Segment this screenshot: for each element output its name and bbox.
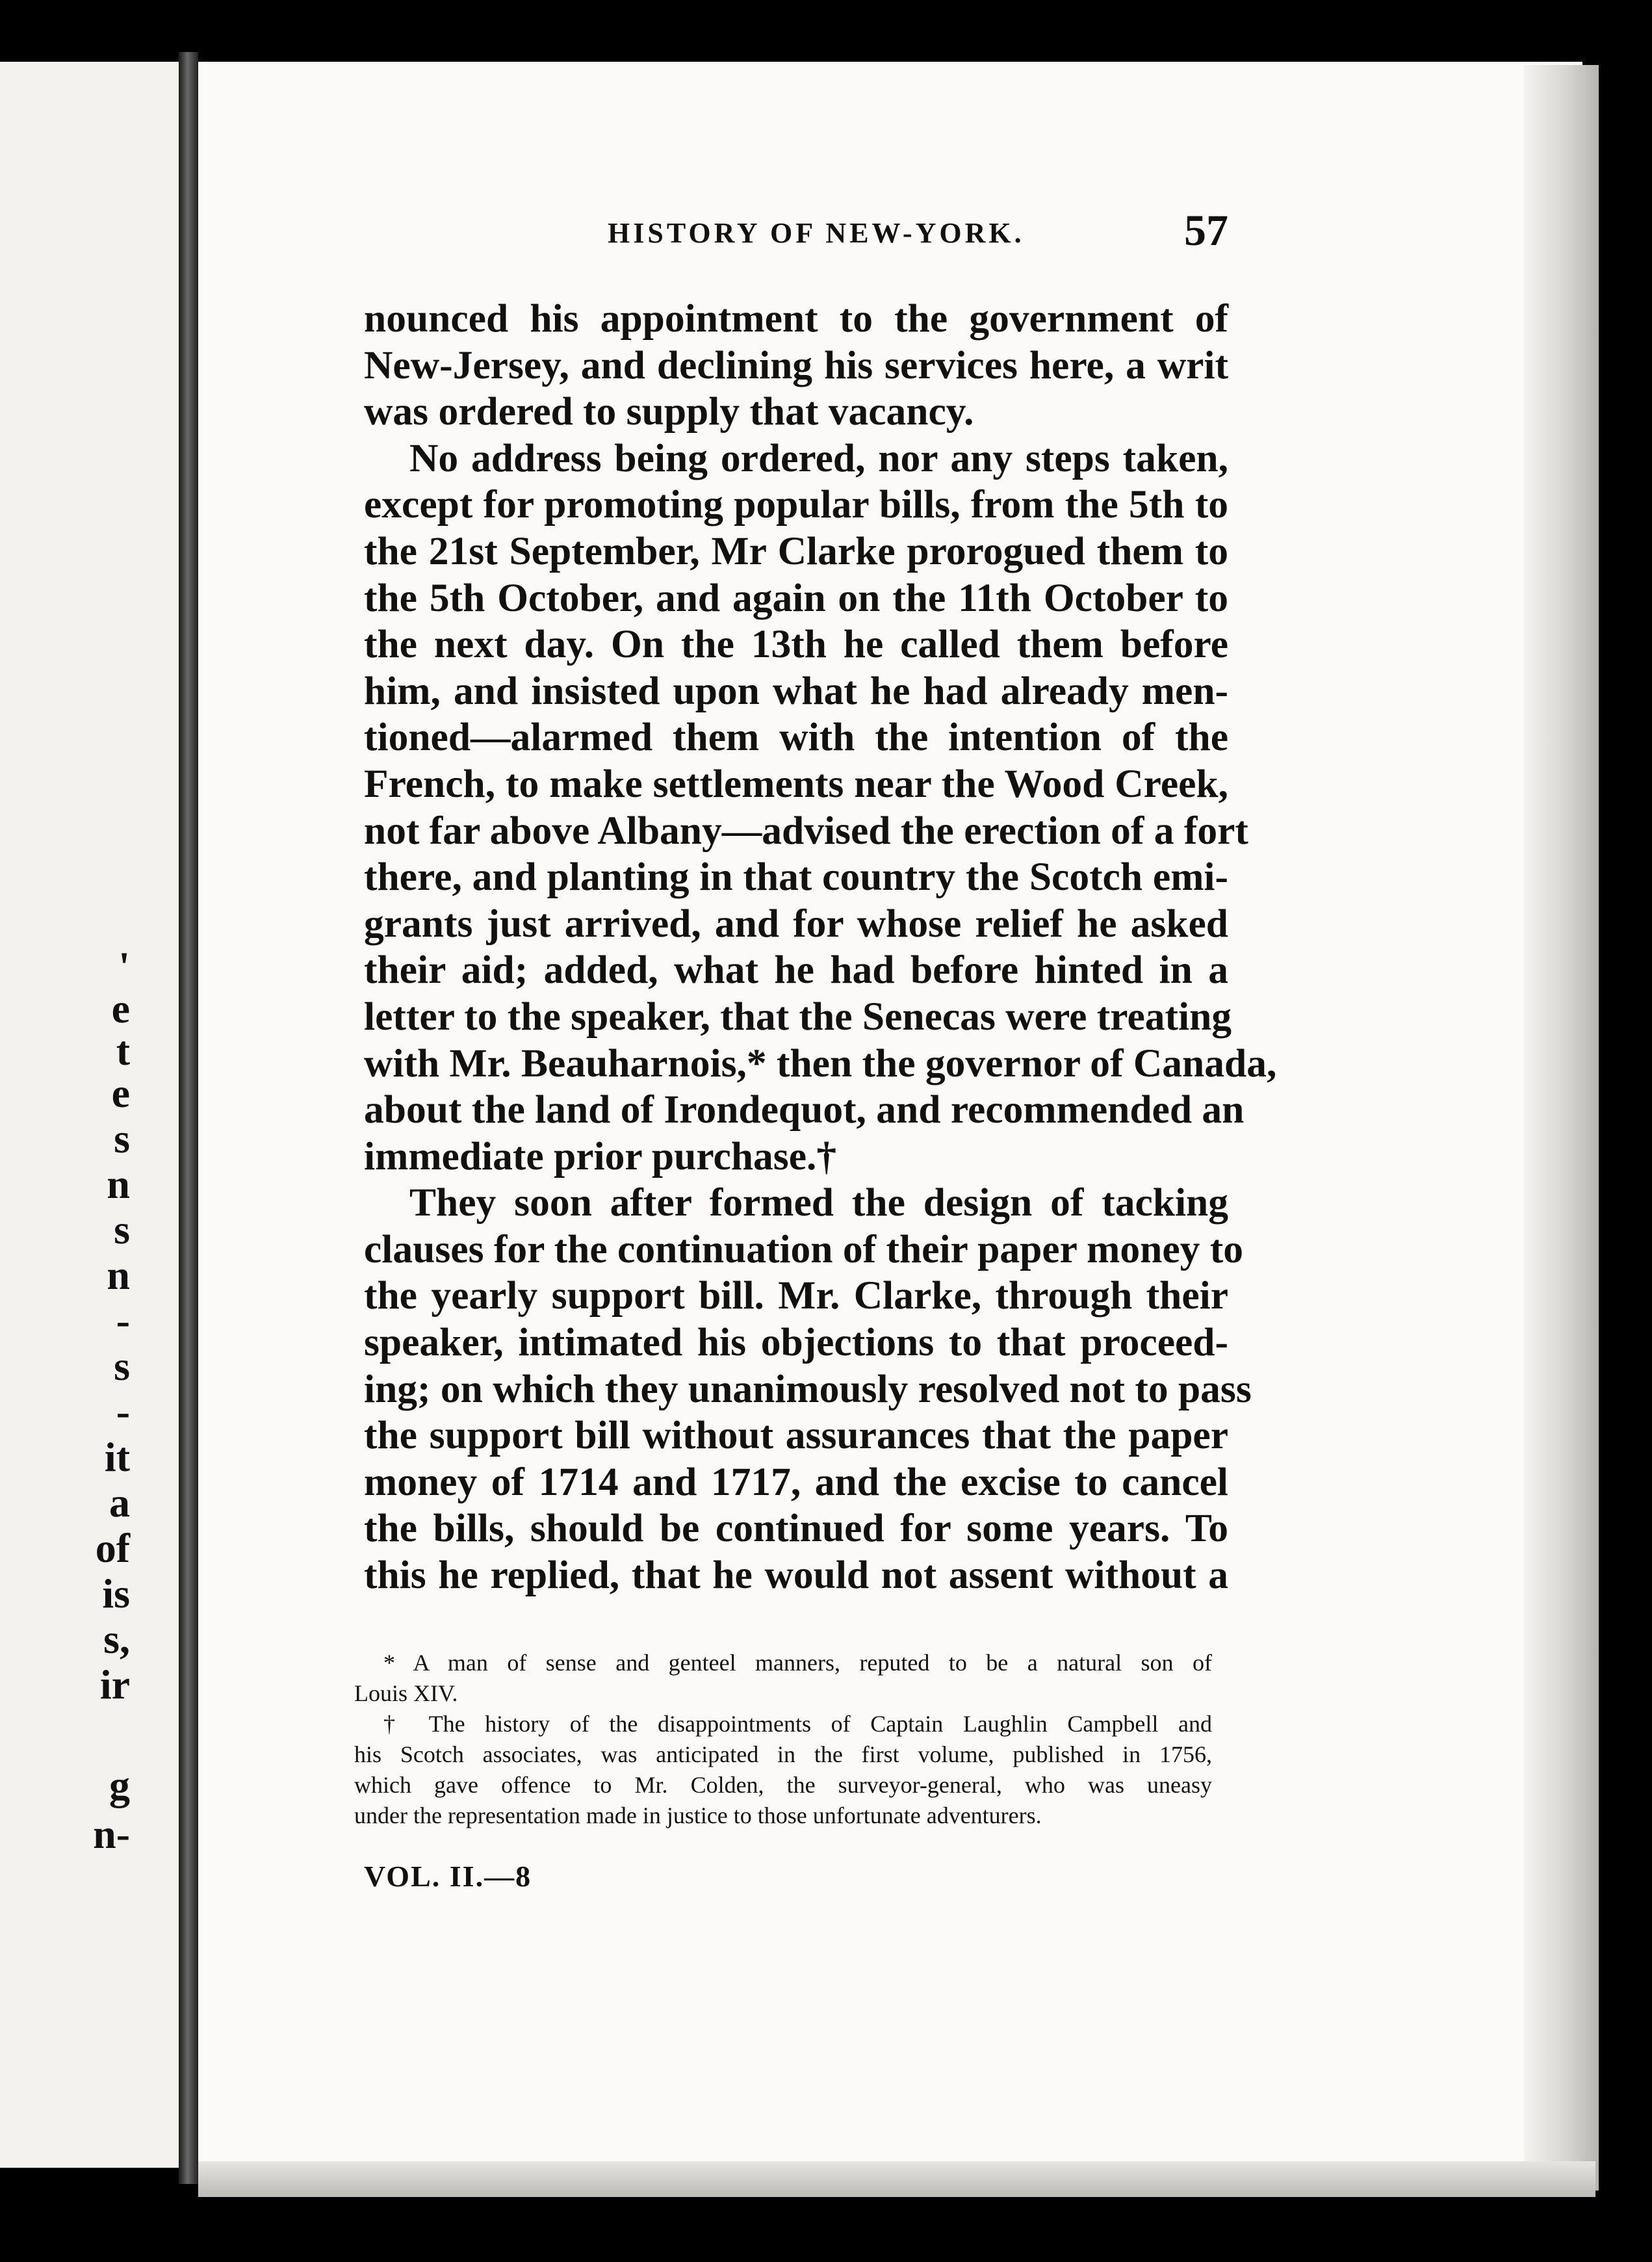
text-line: with Mr. Beauharnois,* then the governor of Canada, bbox=[364, 1041, 1277, 1086]
running-head: HISTORY OF NEW-YORK. bbox=[608, 217, 1025, 249]
fragment: - bbox=[116, 1388, 130, 1435]
fragment: s, bbox=[103, 1616, 130, 1662]
text-line: the 21st September, Mr Clarke prorogued them to bbox=[364, 528, 1228, 573]
fragment: s bbox=[114, 1115, 130, 1162]
text-line: this he replied, that he would not assent without a bbox=[364, 1553, 1228, 1598]
text-line: the next day. On the 13th he called them before bbox=[364, 622, 1228, 667]
text-line: the support bill without assurances that the paper bbox=[364, 1413, 1228, 1458]
page-bottom-edge bbox=[198, 2161, 1595, 2197]
text-line: except for promoting popular bills, from the 5th to bbox=[364, 482, 1228, 527]
fragment: g bbox=[109, 1762, 130, 1808]
fragment: e bbox=[111, 1070, 130, 1116]
text-line: their aid; added, what he had before hinted in a bbox=[364, 948, 1228, 993]
body-text bbox=[364, 296, 1277, 1599]
book-gutter bbox=[179, 52, 198, 2184]
fragment: of bbox=[95, 1525, 130, 1571]
text-line: New-Jersey, and declining his services here, a writ bbox=[364, 343, 1228, 387]
text-line: him, and insisted upon what he had already men- bbox=[364, 668, 1228, 713]
footnote-line: which gave offence to Mr. Colden, the surveyor-general, who was uneasy bbox=[354, 1772, 1212, 1798]
text-line: money of 1714 and 1717, and the excise to cancel bbox=[364, 1459, 1228, 1504]
fragment: - bbox=[116, 1297, 130, 1344]
page-number: 57 bbox=[1184, 205, 1228, 255]
footnote-line: † The history of the disappointments of Captain Laughlin Campbell and bbox=[383, 1711, 1212, 1737]
fragment: s bbox=[114, 1343, 130, 1389]
fragment: n- bbox=[93, 1811, 130, 1857]
footnotes bbox=[354, 1648, 1212, 1831]
fragment: it bbox=[104, 1434, 130, 1480]
text-line: the 5th October, and again on the 11th October to bbox=[364, 575, 1228, 620]
footnote-line: Louis XIV. bbox=[354, 1680, 458, 1706]
text-line: nounced his appointment to the government of bbox=[364, 296, 1228, 341]
text-line: there, and planting in that country the Scotch emi- bbox=[364, 855, 1228, 900]
text-line: was ordered to supply that vacancy. bbox=[364, 389, 974, 434]
text-line: French, to make settlements near the Wood Creek, bbox=[364, 761, 1228, 806]
signature-mark: VOL. II.—8 bbox=[364, 1860, 532, 1893]
text-line: ing; on which they unanimously resolved not to pass bbox=[364, 1366, 1252, 1411]
page-header bbox=[364, 205, 1228, 263]
fragment: e bbox=[111, 985, 130, 1032]
fragment: t bbox=[116, 1028, 130, 1074]
footnote-line: his Scotch associates, was anticipated in the first volume, published in 1756, bbox=[354, 1741, 1212, 1767]
text-line: No address being ordered, nor any steps taken, bbox=[409, 436, 1228, 480]
text-line: about the land of Irondequot, and recommended an bbox=[364, 1087, 1245, 1132]
fragment: a bbox=[109, 1479, 130, 1526]
text-line: not far above Albany—advised the erection of a fort bbox=[364, 808, 1248, 853]
page-edge bbox=[1524, 65, 1599, 2190]
text-line: letter to the speaker, that the Senecas were treating bbox=[364, 994, 1232, 1039]
fragment: ir bbox=[99, 1661, 130, 1708]
text-line: tioned—alarmed them with the intention of the bbox=[364, 715, 1228, 760]
fragment: is bbox=[102, 1570, 130, 1617]
text-line: speaker, intimated his objections to that proceed- bbox=[364, 1320, 1228, 1365]
facing-page-text-fragments bbox=[0, 0, 130, 2262]
text-line: clauses for the continuation of their paper money to bbox=[364, 1227, 1243, 1271]
text-line: They soon after formed the design of tacking bbox=[409, 1180, 1228, 1225]
fragment: s bbox=[114, 1206, 130, 1253]
text-line: grants just arrived, and for whose relief he asked bbox=[364, 901, 1228, 946]
text-line: immediate prior purchase.† bbox=[364, 1134, 837, 1178]
fragment: ' bbox=[118, 943, 130, 989]
text-line: the yearly support bill. Mr. Clarke, through their bbox=[364, 1273, 1228, 1318]
footnote-line: under the representation made in justice to those unfortunate adventurers. bbox=[354, 1802, 1042, 1828]
text-line: the bills, should be continued for some years. To bbox=[364, 1506, 1228, 1551]
footnote-line: * A man of sense and genteel manners, reputed to be a natural son of bbox=[383, 1650, 1212, 1676]
fragment: n bbox=[107, 1161, 130, 1207]
fragment: n bbox=[107, 1252, 130, 1298]
